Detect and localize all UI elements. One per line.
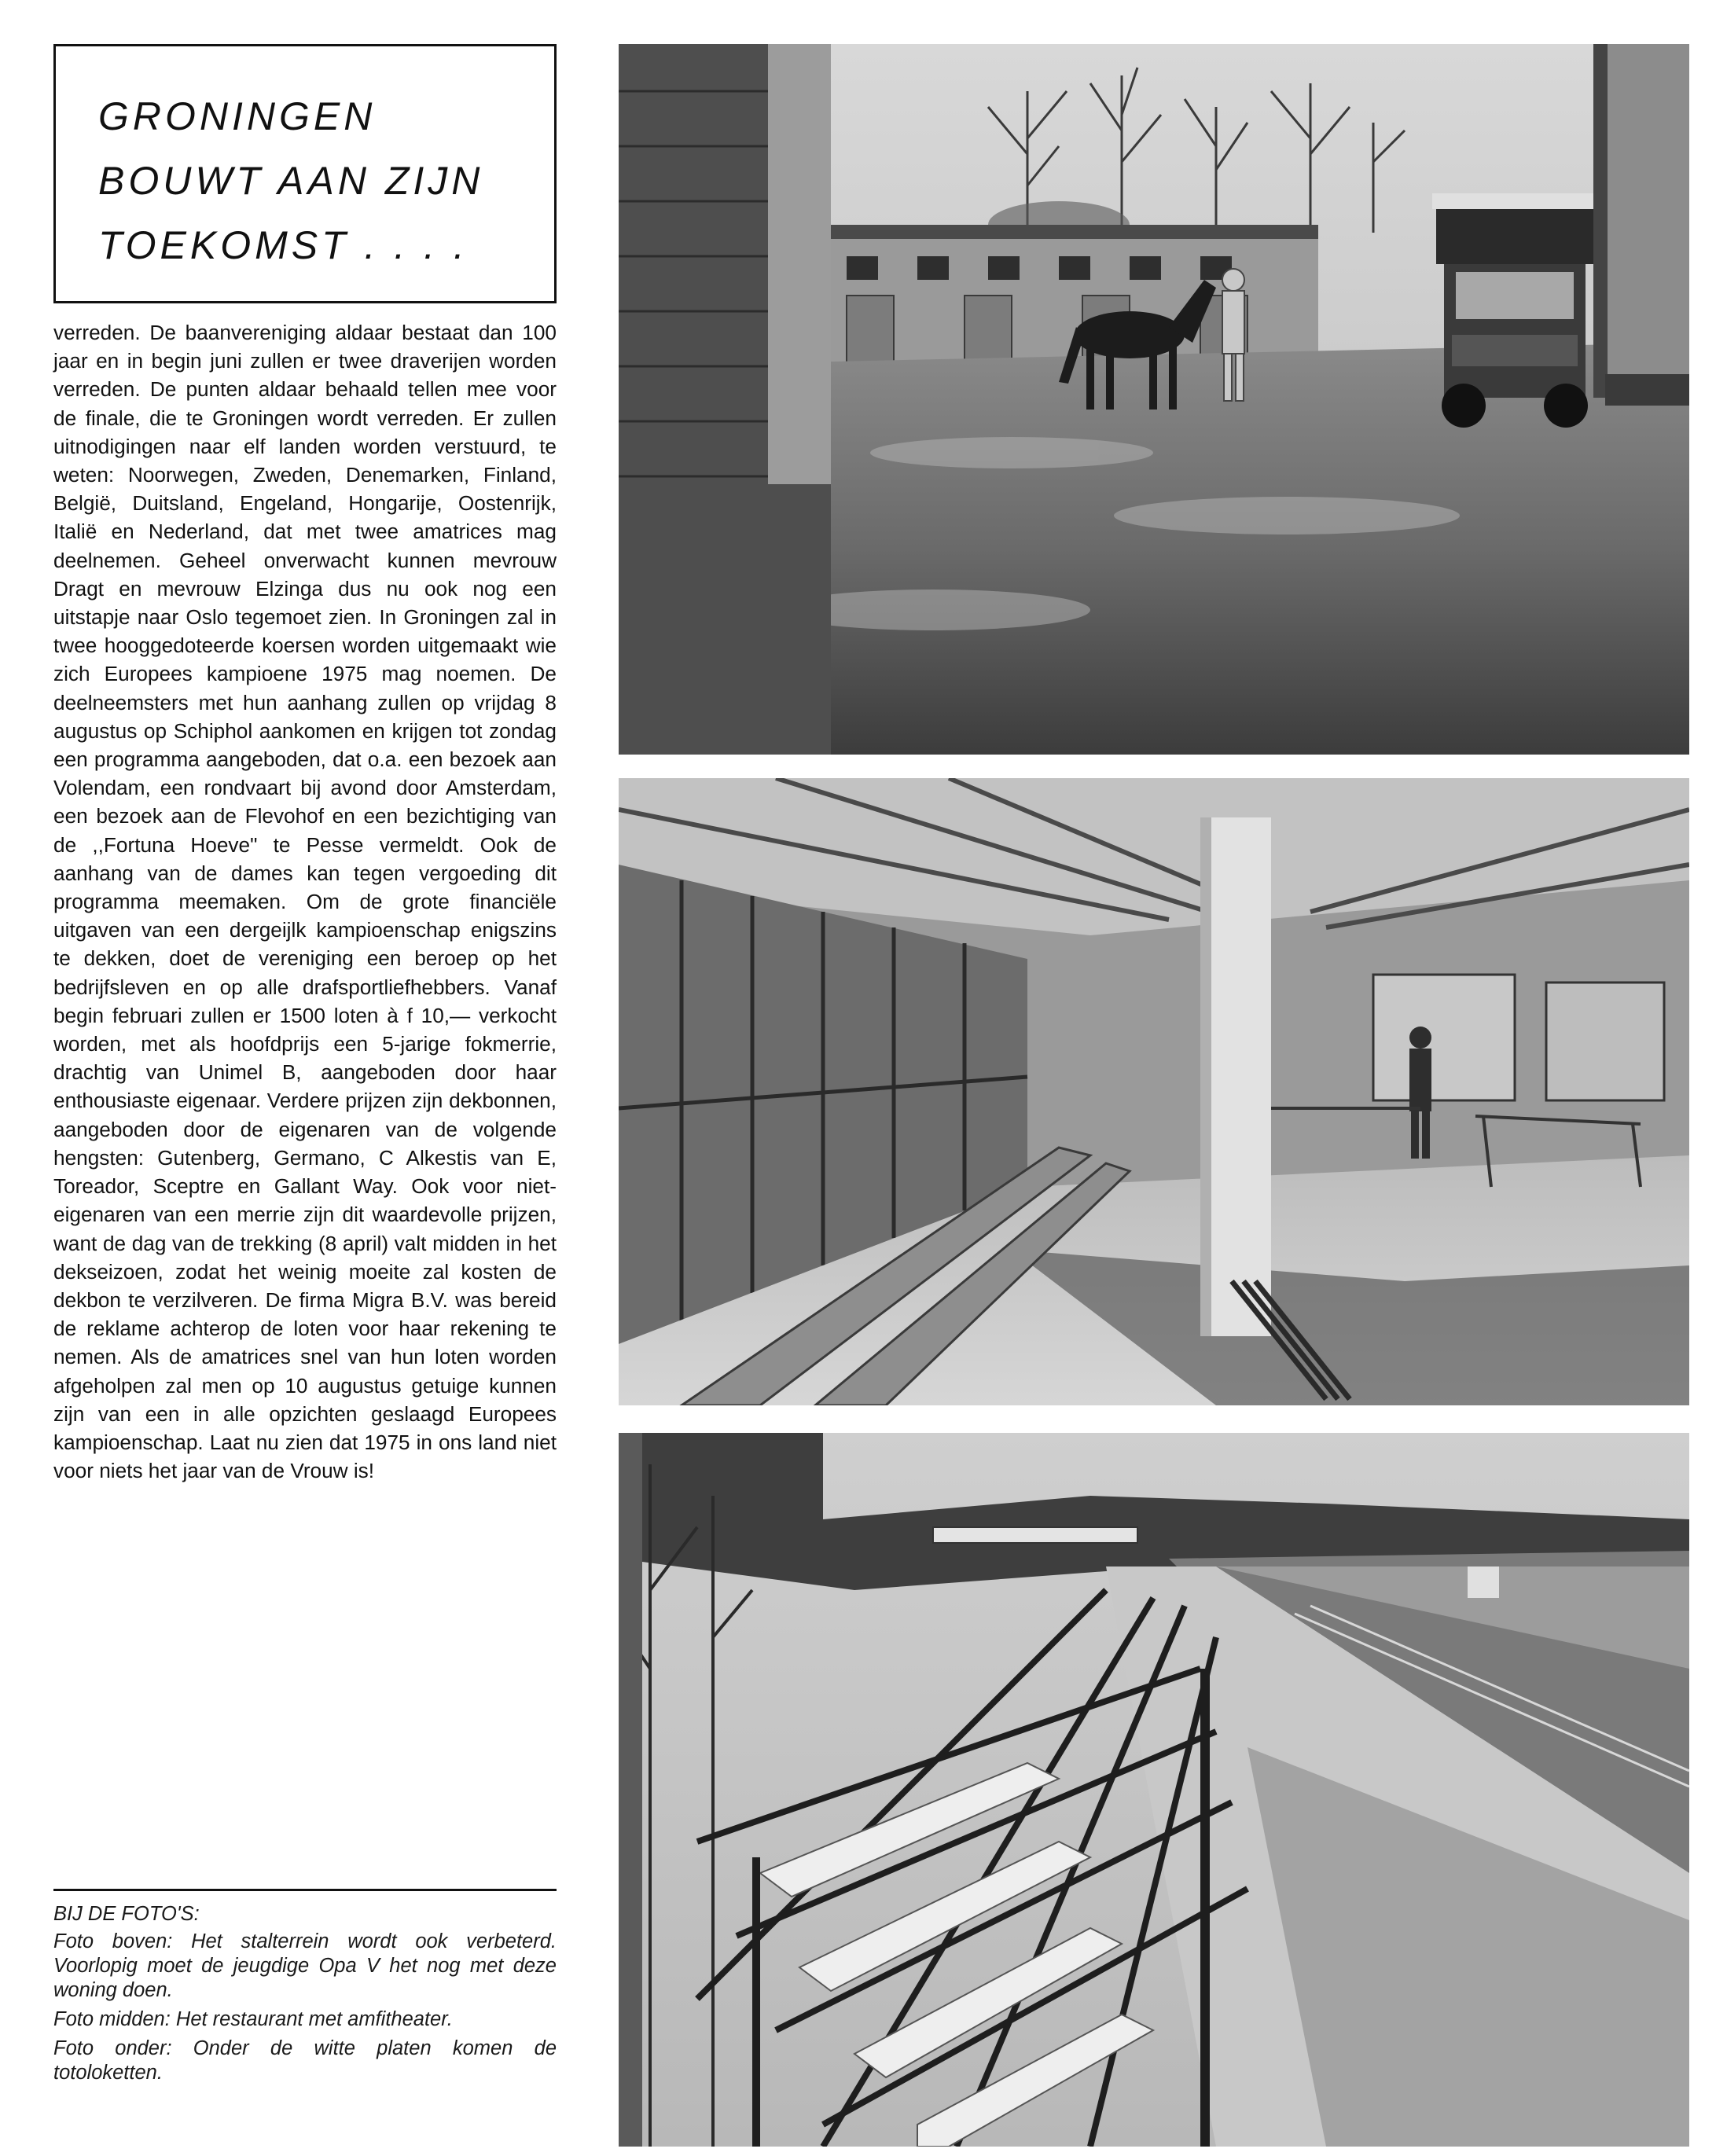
caption-divider (53, 1889, 557, 1891)
captions-heading: BIJ DE FOTO'S: (53, 1903, 200, 1925)
photo-captions (53, 1902, 557, 2090)
photo-stable-yard-image (619, 44, 1689, 755)
title-box (53, 44, 557, 303)
title-line-2: BOUWT AAN ZIJN (98, 159, 484, 203)
photo-grandstand-frame (619, 1433, 1689, 2147)
photo-restaurant-construction-image (619, 778, 1689, 1405)
caption-top: Foto boven: Het stalterrein wordt ook verbeterd. Voorlopig moet de jeugdige Opa V het nog met deze woning doen. (53, 1930, 557, 2001)
photo-grandstand-frame-image (619, 1433, 1689, 2147)
caption-bottom: Foto onder: Onder de witte platen komen de totoloketten. (53, 2037, 557, 2084)
photo-restaurant-construction (619, 778, 1689, 1405)
photo-stable-yard (619, 44, 1689, 755)
title-line-3: TOEKOMST . . . . (98, 223, 468, 267)
article-body (53, 318, 557, 1485)
caption-middle: Foto midden: Het restaurant met amfitheater. (53, 2008, 453, 2030)
article-text: verreden. De baanvereniging aldaar bestaat dan 100 jaar en in begin juni zullen er twee draverijen worden verreden. De punten aldaar behaald tellen mee voor de finale, die te Groningen wordt verreden. Er zullen uitnodigingen naar elf landen worden verstuurd, te weten: Noorwegen, Zweden, Denemarken, Finland, België, Duitsland, Engeland, Hongarije, Oostenrijk, Italië en Nederland, dat met twee amatrices mag deelnemen. Geheel onverwacht kunnen mevrouw Dragt en mevrouw Elzinga dus nu ook nog een uitstapje naar Oslo tegemoet zien. In Groningen zal in twee hooggedoteerde koersen worden uitgemaakt wie zich Europees kampioene 1975 mag noemen. De deelneemsters met hun aanhang zullen op vrijdag 8 augustus op Schiphol aankomen en krijgen tot zondag een programma aangeboden, dat o.a. een bezoek aan Volendam, een rondvaart bij avond door Amsterdam, een bezoek aan de Flevohof en een bezichtiging van de ,,Fortuna Hoeve" te Pesse vermeldt. Ook de aanhang van de dames kan tegen vergoeding dit programma meemaken. Om de grote financiële uitgaven van een dergeijlk kampioenschap enigszins te dekken, doet de vereniging een beroep op het bedrijfsleven en op alle drafsportliefhebbers. Vanaf begin februari zullen er 1500 loten à f 10,— verkocht worden, met als hoofdprijs een 5-jarige fokmerrie, drachtig van Unimel B, aangeboden door haar enthousiaste eigenaar. Verdere prijzen zijn dekbonnen, aangeboden door de eigenaren van de volgende hengsten: Gutenberg, Germano, C Alkestis van E, Toreador, Sceptre en Gallant Way. Ook voor niet-eigenaren van een merrie zijn dit waardevolle prijzen, want de dag van de trekking (8 april) valt midden in het dekseizoen, zodat het weinig moeite zal kosten de dekbon te verzilveren. De firma Migra B.V. was bereid de reklame achterop de loten voor haar rekening te nemen. Als de amatrices snel van hun loten worden afgeholpen zal men op 10 augustus getuige kunnen zijn van een in alle opzichten geslaagd Europees kampioenschap. Laat nu zien dat 1975 in ons land niet voor niets het jaar van de Vrouw is! (53, 321, 557, 1483)
title-line-1: GRONINGEN (98, 94, 377, 138)
